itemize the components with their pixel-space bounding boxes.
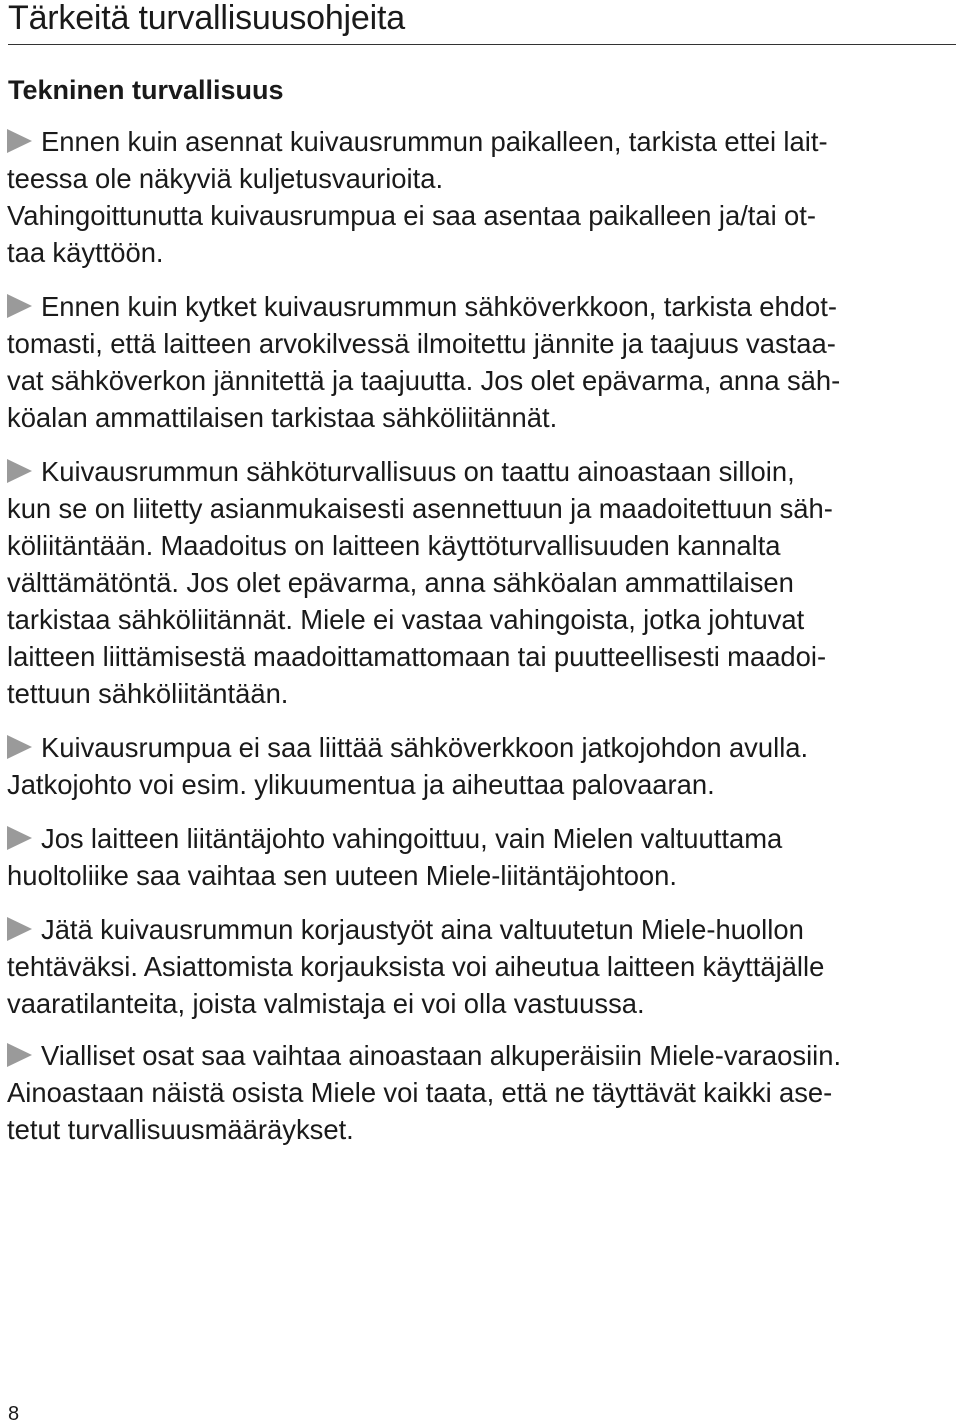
instruction-line: taa käyttöön. — [7, 237, 164, 268]
title-divider — [8, 44, 956, 45]
instruction-line: tomasti, että laitteen arvokilvessä ilmoitettu jännite ja taajuus vastaa- — [7, 328, 836, 359]
page-title: Tärkeitä turvallisuusohjeita — [8, 0, 405, 37]
instruction-line: vaaratilanteita, joista valmistaja ei voi olla vastuussa. — [7, 988, 645, 1019]
instruction-line: Kuivausrummun sähköturvallisuus on taattu ainoastaan silloin, — [7, 453, 952, 490]
instruction-item — [7, 288, 952, 436]
instruction-line: kun se on liitetty asianmukaisesti asennettuun ja maadoitettuun säh- — [7, 493, 833, 524]
instruction-line: Ennen kuin asennat kuivausrummun paikalleen, tarkista ettei lait- — [7, 123, 952, 160]
triangle-arrow-icon — [7, 917, 32, 941]
instruction-line: Ennen kuin kytket kuivausrummun sähköverkkoon, tarkista ehdot- — [7, 288, 952, 325]
instruction-line: Jätä kuivausrummun korjaustyöt aina valtuutetun Miele-huollon — [7, 911, 952, 948]
instruction-line: vat sähköverkon jännitettä ja taajuutta. Jos olet epävarma, anna säh- — [7, 365, 841, 396]
instruction-line: tehtäväksi. Asiattomista korjauksista voi aiheutua laitteen käyttäjälle — [7, 951, 825, 982]
triangle-arrow-icon — [7, 294, 32, 318]
instruction-line: tettuun sähköliitäntään. — [7, 678, 289, 709]
triangle-arrow-icon — [7, 735, 32, 759]
instruction-line: Kuivausrumpua ei saa liittää sähköverkkoon jatkojohdon avulla. — [7, 729, 952, 766]
safety-instructions — [7, 123, 952, 1148]
instruction-line: tarkistaa sähköliitännät. Miele ei vastaa vahingoista, jotka johtuvat — [7, 604, 805, 635]
instruction-line: Vahingoittunutta kuivausrumpua ei saa asentaa paikalleen ja/tai ot- — [7, 200, 816, 231]
instruction-item — [7, 453, 952, 712]
instruction-line: laitteen liittämisestä maadoittamattomaan tai puutteellisesti maadoi- — [7, 641, 827, 672]
triangle-arrow-icon — [7, 826, 32, 850]
instruction-line: huoltoliike saa vaihtaa sen uuteen Miele-liitäntäjohtoon. — [7, 860, 678, 891]
instruction-item — [7, 123, 952, 271]
instruction-line: Jatkojohto voi esim. ylikuumentua ja aiheuttaa palovaaran. — [7, 769, 715, 800]
instruction-line: Jos laitteen liitäntäjohto vahingoittuu, vain Mielen valtuuttama — [7, 820, 952, 857]
section-heading: Tekninen turvallisuus — [8, 75, 284, 105]
instruction-line: Ainoastaan näistä osista Miele voi taata, että ne täyttävät kaikki ase- — [7, 1077, 833, 1108]
instruction-line: köliitäntään. Maadoitus on laitteen käyttöturvallisuuden kannalta — [7, 530, 781, 561]
instruction-item — [7, 911, 952, 1022]
instruction-line: tetut turvallisuusmääräykset. — [7, 1114, 354, 1145]
triangle-arrow-icon — [7, 459, 32, 483]
triangle-arrow-icon — [7, 129, 32, 153]
triangle-arrow-icon — [7, 1043, 32, 1067]
instruction-item — [7, 1037, 952, 1148]
instruction-line: välttämätöntä. Jos olet epävarma, anna sähköalan ammattilaisen — [7, 567, 794, 598]
instruction-line: teessa ole näkyviä kuljetusvaurioita. — [7, 163, 444, 194]
instruction-line: köalan ammattilaisen tarkistaa sähköliitännät. — [7, 402, 558, 433]
page-number: 8 — [8, 1403, 20, 1425]
instruction-item — [7, 729, 952, 803]
instruction-item — [7, 820, 952, 894]
instruction-line: Vialliset osat saa vaihtaa ainoastaan alkuperäisiin Miele-varaosiin. — [7, 1037, 952, 1074]
